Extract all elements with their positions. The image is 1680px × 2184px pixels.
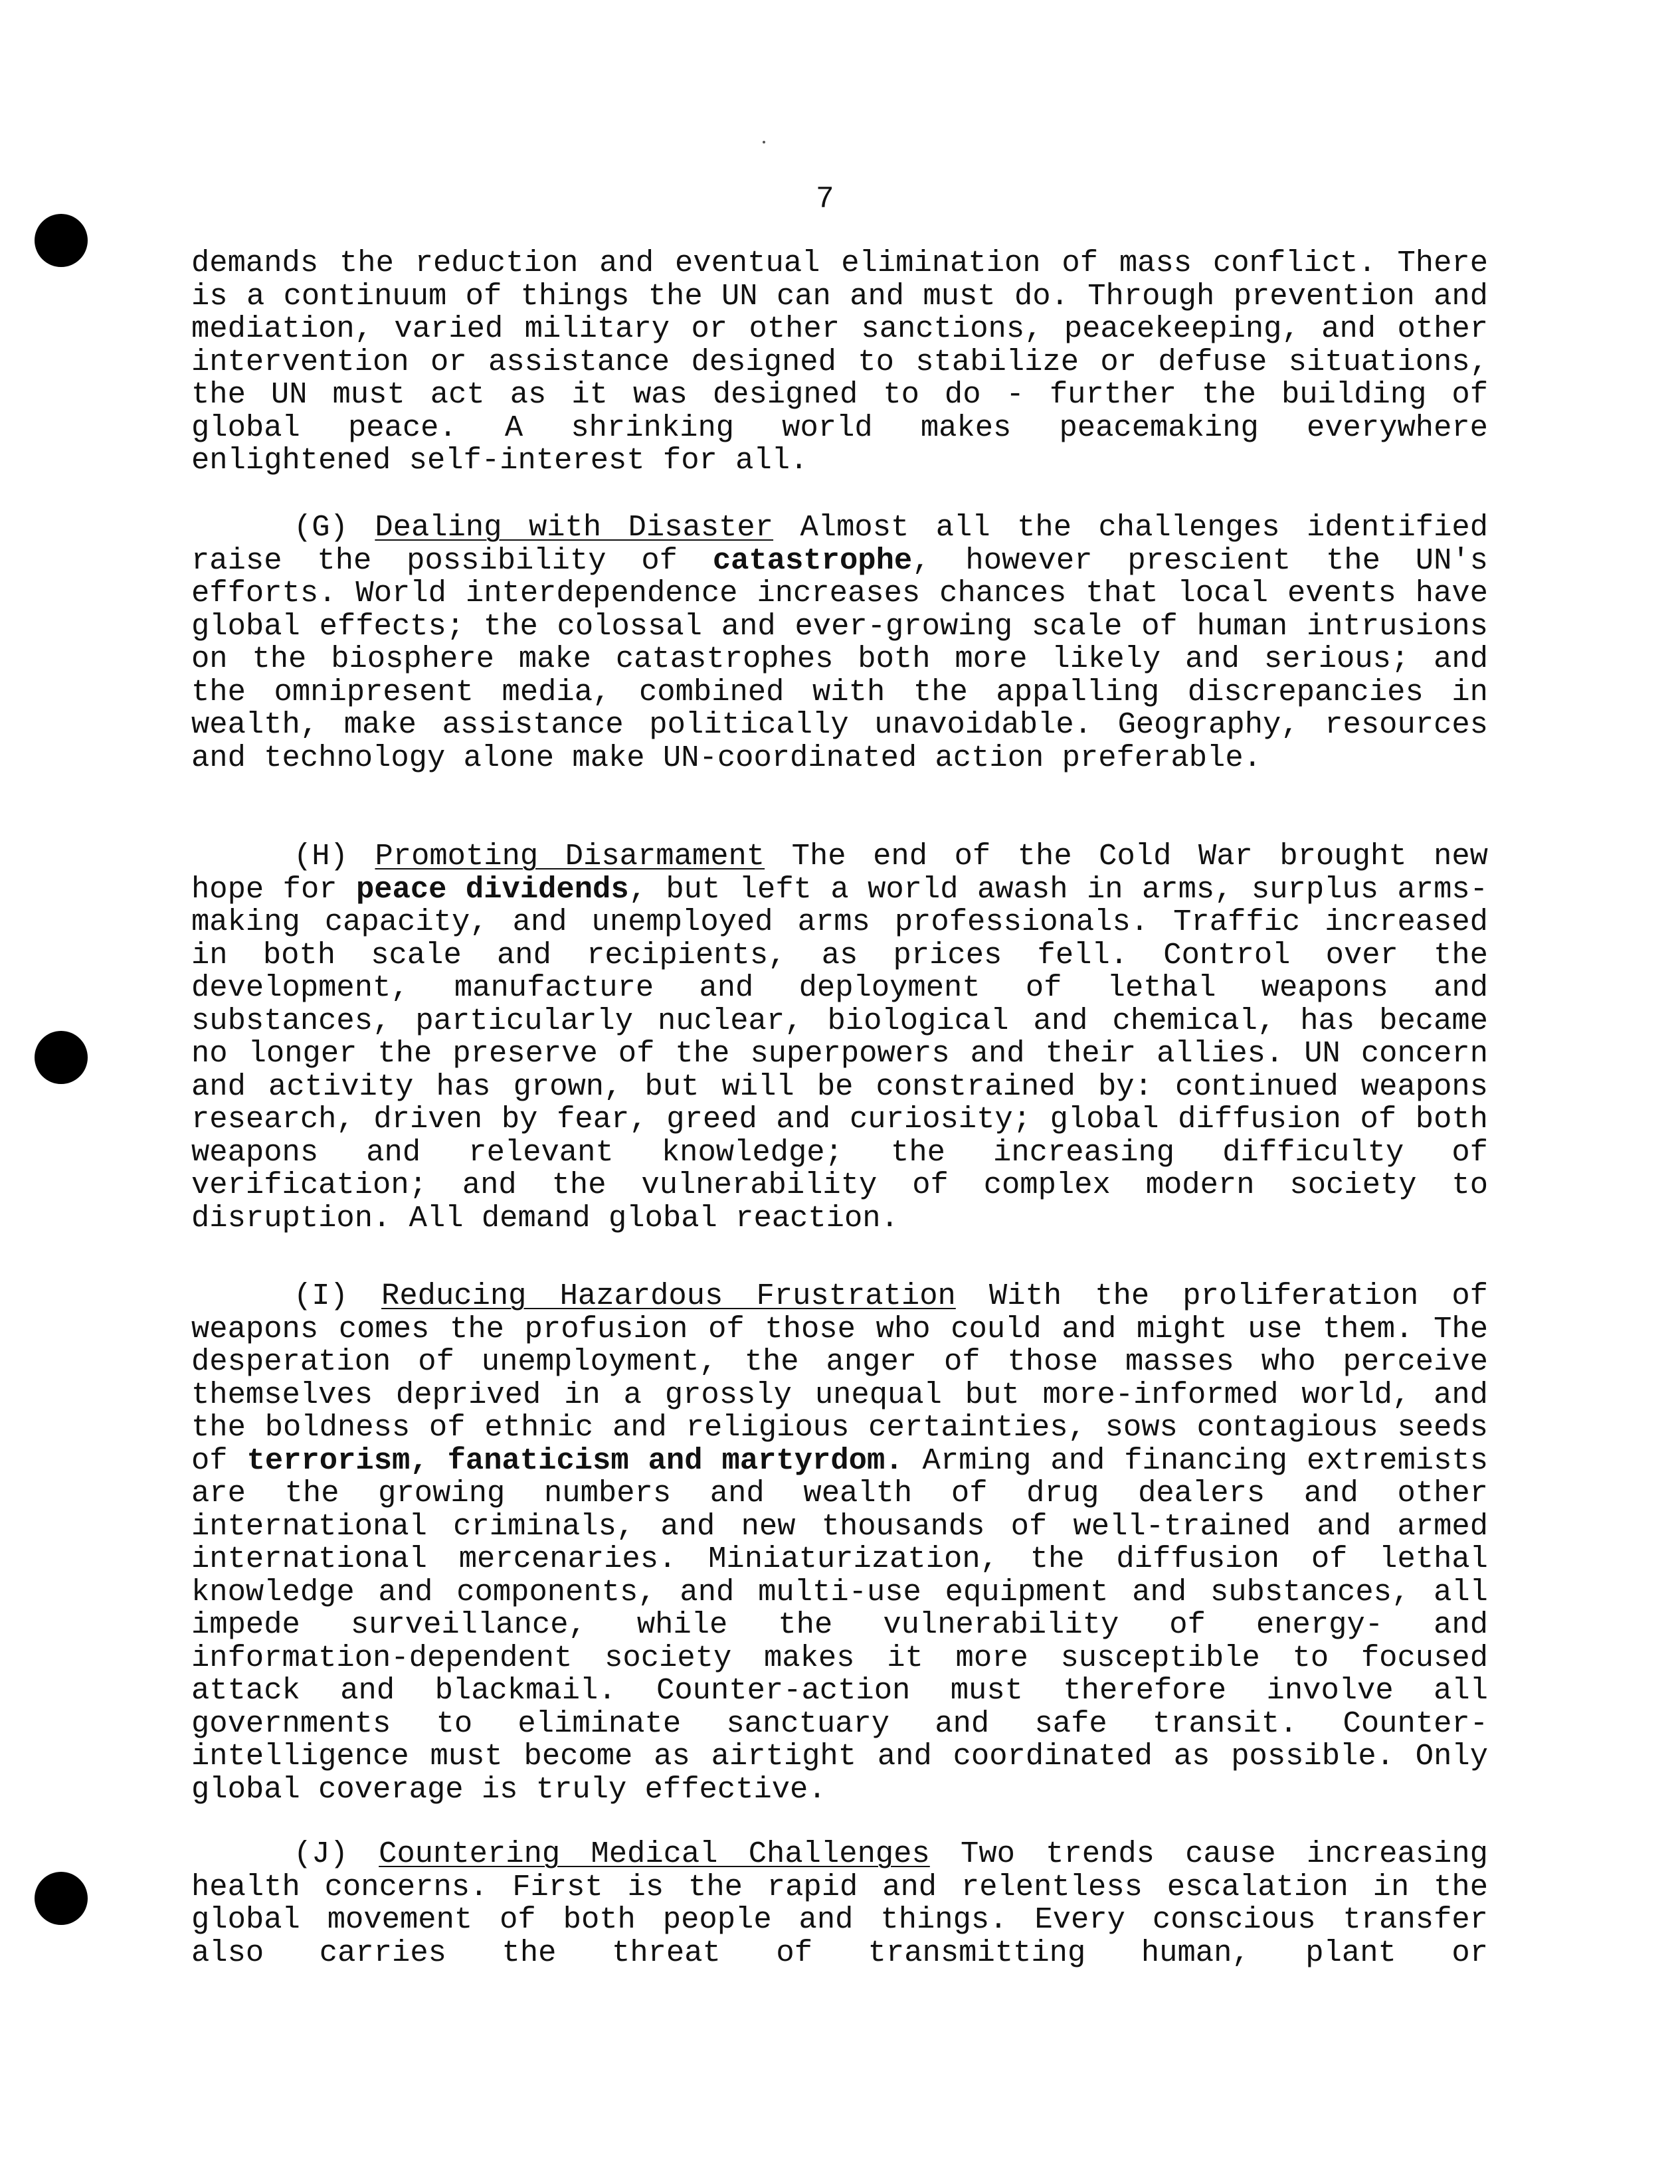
section-h-paragraph (191, 840, 1488, 1235)
section-j-countering-medical-challenges (191, 1838, 1488, 1969)
section-h-bold-term: peace dividends (355, 871, 629, 907)
section-i-paragraph (191, 1280, 1488, 1806)
punch-hole-middle (35, 1031, 88, 1084)
section-h-promoting-disarmament (191, 840, 1488, 1235)
section-g-label: (G) (294, 510, 348, 545)
section-i-bold-term: terrorism, fanaticism and martyrdom. (246, 1443, 903, 1478)
section-i-text-2: Arming and financing extremists are the growing numbers and wealth of drug dealers and other international criminals, and new thousands of well-trained and armed international mercenaries. Miniaturization, the diffusion of lethal knowledge and components, and multi-use equipment and substances, all impede surveillance, while the vulnerability of energy- and information-dependent society makes it more susceptible to focused attack and blackmail. Counter-action must therefore involve all governments to eliminate sanctuary and safe transit. Counter-intelligence must become as airtight and coordinated as possible. Only global coverage is truly effective. (191, 1443, 1488, 1807)
punch-hole-bottom (35, 1872, 88, 1925)
punch-hole-top (35, 214, 88, 267)
section-h-label: (H) (294, 839, 348, 873)
section-g-text-2: , however prescient the UN's efforts. World interdependence increases chances that local events have global effects; the colossal and ever-growing scale of human intrusions on the biosphere make catastrophes both more likely and serious; and the omnipresent media, combined with the appalling discrepancies in wealth, make assistance politically unavoidable. Geography, resources and technology alone make UN-coordinated action preferable. (191, 543, 1488, 775)
scan-speck (763, 141, 765, 143)
paragraph-intro (191, 247, 1488, 478)
page-number: 7 (816, 182, 834, 217)
section-i-label: (I) (294, 1279, 348, 1313)
section-g-dealing-with-disaster (191, 511, 1488, 774)
section-g-text-1: Almost all the challenges identified raise the possibility of (191, 510, 1488, 578)
section-h-text-2: , but left a world awash in arms, surplus arms-making capacity, and unemployed arms professionals. Traffic increased in both scale and recipients, as prices fell. Control over the development, manufacture and deployment of lethal weapons and substances, particularly nuclear, biological and chemical, has became no longer the preserve of the superpowers and their allies. UN concern and activity has grown, but will be constrained by: continued weapons research, driven by fear, greed and curiosity; global diffusion of both weapons and relevant knowledge; the increasing difficulty of verification; and the vulnerability of complex modern society to disruption. All demand global reaction. (191, 871, 1488, 1235)
section-j-heading: Countering Medical Challenges (379, 1837, 930, 1871)
section-g-bold-term: catastrophe (712, 543, 913, 578)
section-g-heading: Dealing with Disaster (375, 510, 774, 545)
paragraph-intro-text: demands the reduction and eventual elimination of mass conflict. There is a continuum of things the UN can and must do. Through prevention and mediation, varied military or other sanctions, peacekeeping, and other intervention or assistance designed to stabilize or defuse situations, the UN must act as it was designed to do - further the building of global peace. A shrinking world makes peacemaking everywhere enlightened self-interest for all. (191, 246, 1488, 478)
section-i-reducing-hazardous-frustration (191, 1280, 1488, 1806)
section-j-paragraph (191, 1838, 1488, 1969)
section-h-text-1: The end of the Cold War brought new hope for (191, 839, 1488, 907)
section-g-paragraph (191, 511, 1488, 774)
section-j-label: (J) (294, 1837, 348, 1871)
section-i-text-1: With the proliferation of weapons comes the profusion of those who could and might use them. The desperation of unemployment, the anger of those masses who perceive themselves deprived in a grossly unequal but more-informed world, and the boldness of ethnic and religious certainties, sows contagious seeds of (191, 1279, 1488, 1478)
section-j-text-1: Two trends cause increasing health concerns. First is the rapid and relentless escalation in the global movement of both people and things. Every conscious transfer also carries the threat of transmitting human, plant or (191, 1837, 1488, 1970)
section-h-heading: Promoting Disarmament (375, 839, 765, 873)
section-i-heading: Reducing Hazardous Frustration (381, 1279, 956, 1313)
